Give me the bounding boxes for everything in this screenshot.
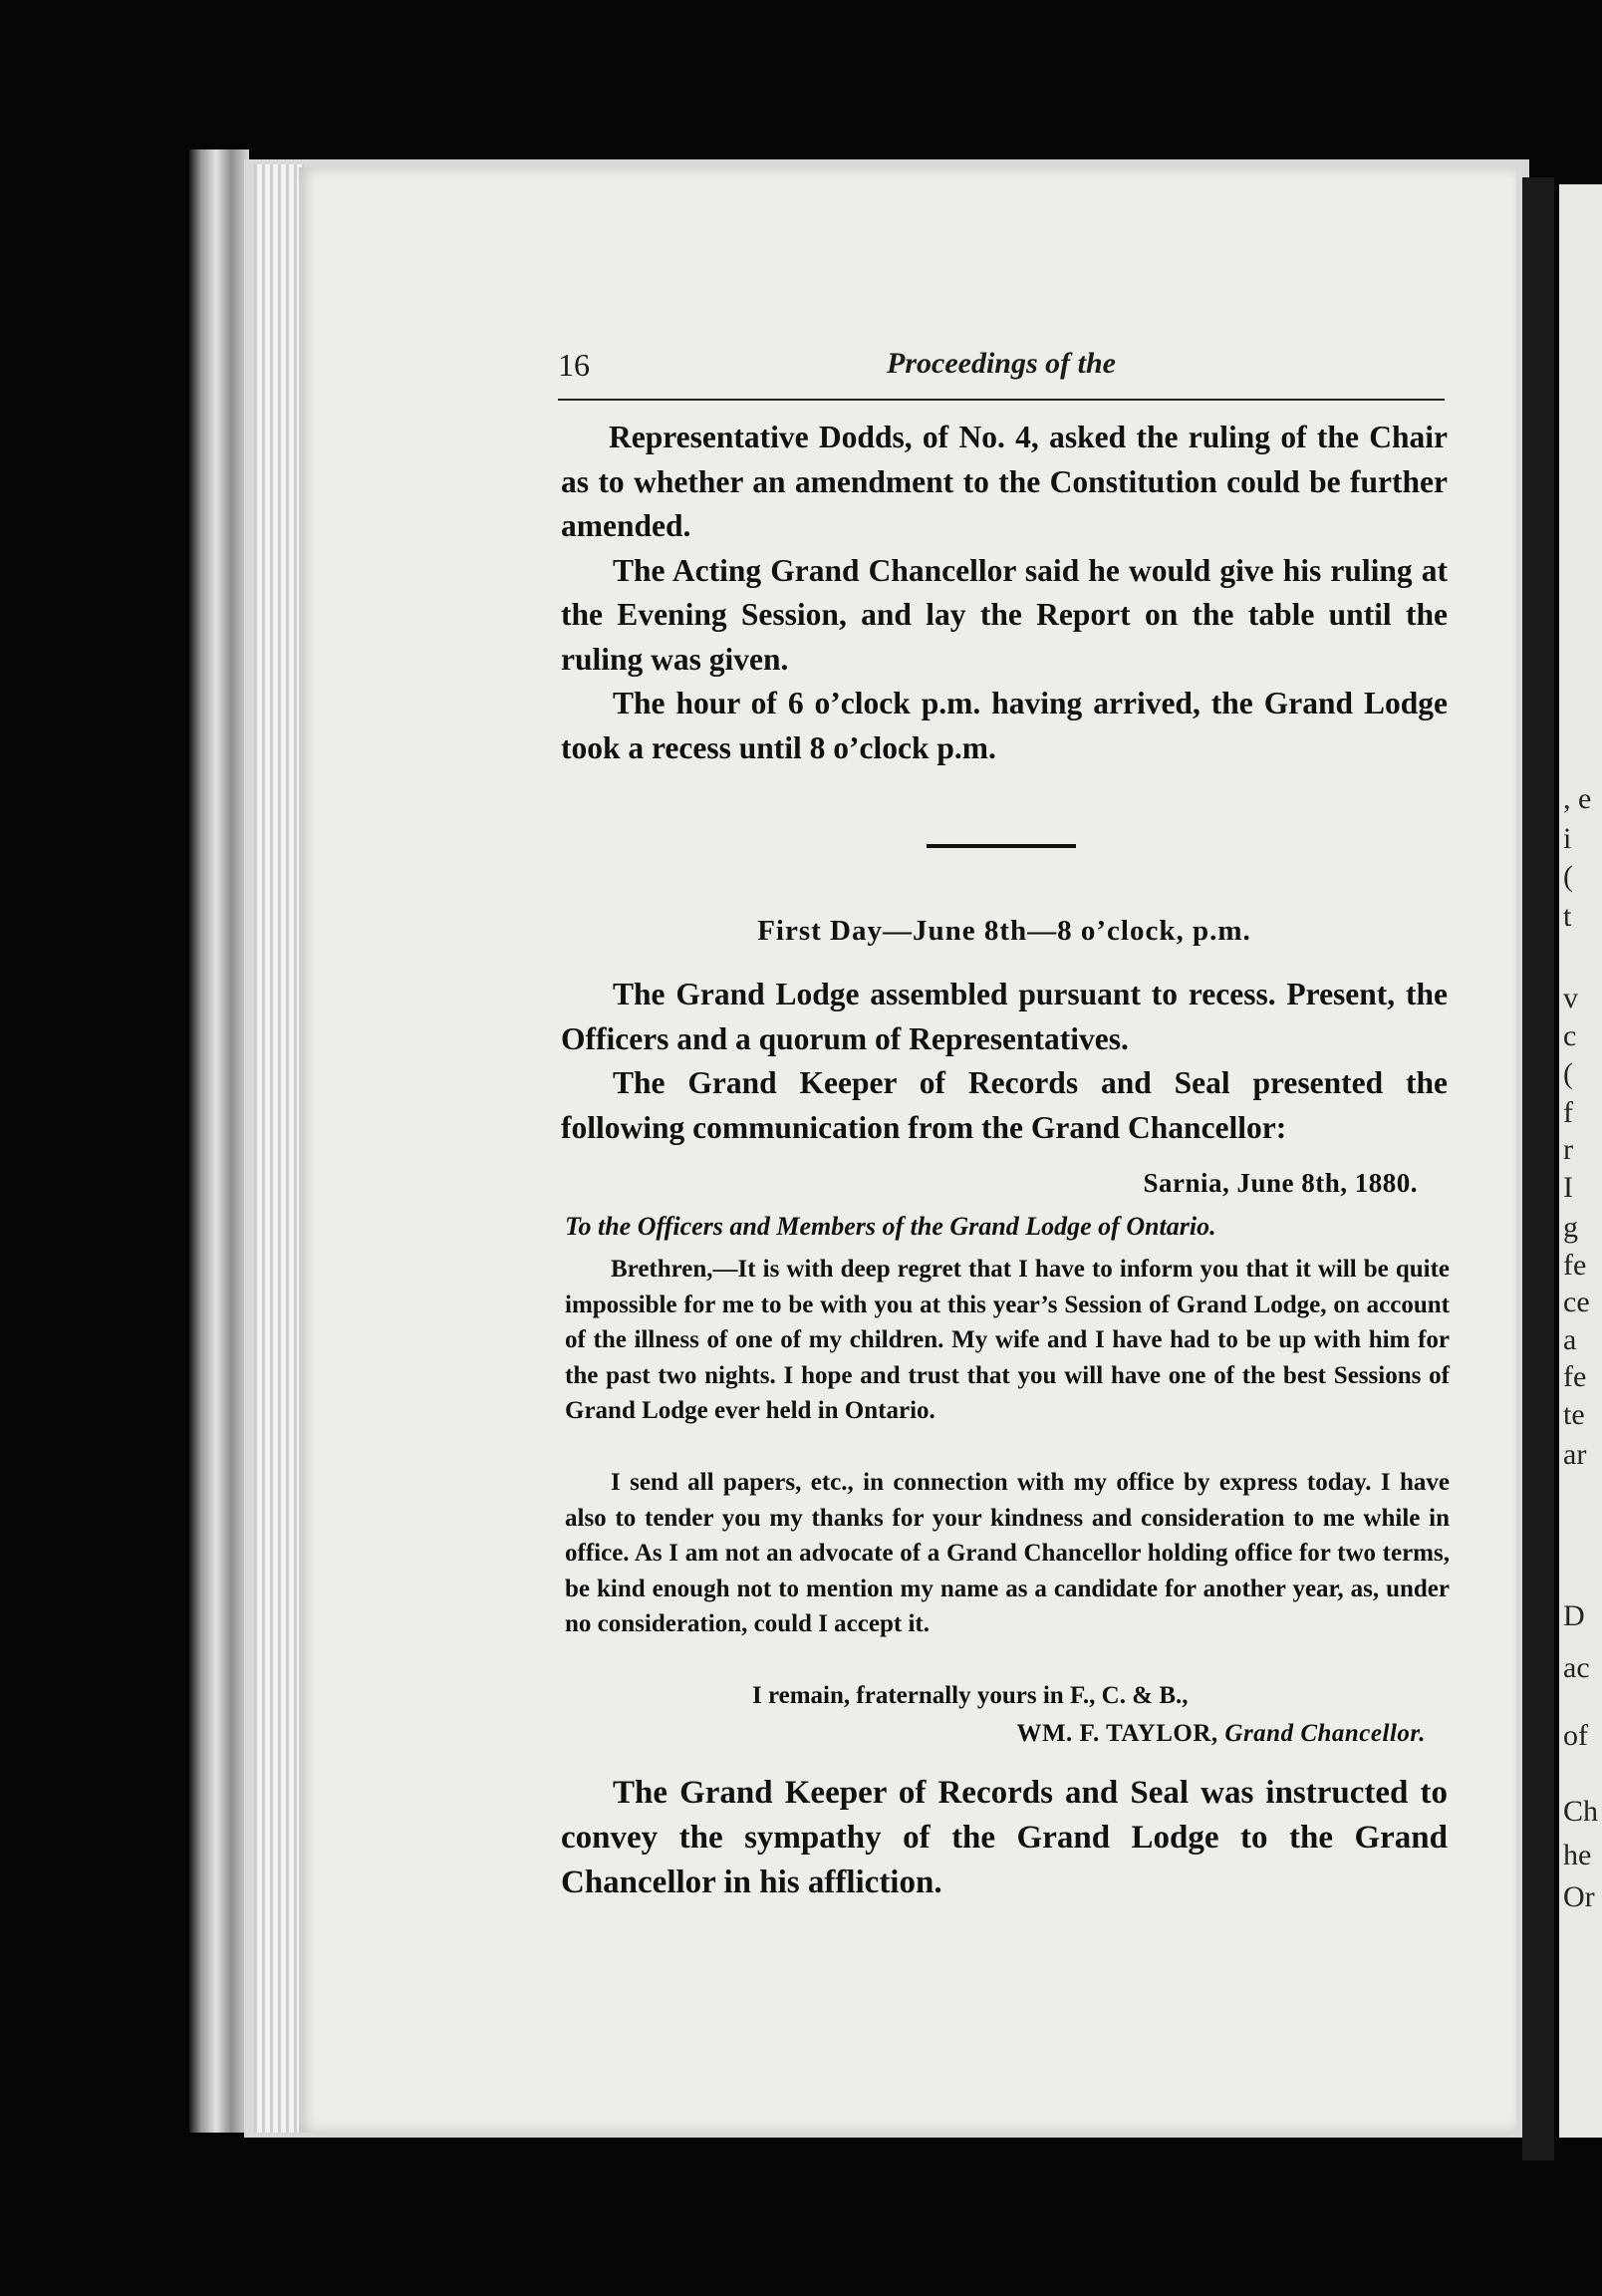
adjacent-fragment: ( bbox=[1563, 860, 1573, 893]
adjacent-fragment: g bbox=[1563, 1211, 1578, 1244]
letter-paragraph: I send all papers, etc., in connection with my office by express today. I have also to tender you my thanks for your kindness and consideration to me while in office. As I am not an advocate of a Grand Chancellor holding office for two terms, be kind enough not to mention my name as a candidate for another year, as, under no consideration, could I accept it. bbox=[565, 1469, 1450, 1637]
adjacent-fragment: of bbox=[1563, 1719, 1588, 1752]
adjacent-fragment: r bbox=[1563, 1133, 1573, 1166]
letter-body bbox=[565, 1252, 1450, 1429]
paragraph: The Grand Lodge assembled pursuant to recess. Present, the Officers and a quorum of Representatives. bbox=[561, 977, 1448, 1056]
paragraph: The Acting Grand Chancellor said he would give his ruling at the Evening Session, and lay the Report on the table until the ruling was given. bbox=[561, 552, 1448, 677]
paragraph: The Grand Keeper of Records and Seal presented the following communication from the Grand Chancellor: bbox=[561, 1065, 1448, 1145]
letter-address: To the Officers and Members of the Grand Lodge of Ontario. bbox=[565, 1212, 1216, 1241]
adjacent-fragment: D bbox=[1563, 1599, 1585, 1632]
signature-name: WM. F. TAYLOR, bbox=[1016, 1720, 1218, 1747]
page-edges bbox=[254, 164, 304, 2133]
adjacent-fragment: fe bbox=[1563, 1360, 1587, 1393]
closing-paragraph bbox=[561, 1771, 1448, 1905]
adjacent-fragment: v bbox=[1563, 982, 1578, 1014]
adjacent-fragment: ar bbox=[1563, 1438, 1587, 1471]
adjacent-fragment: I bbox=[1563, 1171, 1573, 1204]
opening-paragraphs bbox=[561, 416, 1448, 770]
letter-body bbox=[565, 1465, 1450, 1642]
paragraph: Representative Dodds, of No. 4, asked the ruling of the Chair as to whether an amendment to the Constitution could be further amended. bbox=[561, 420, 1448, 543]
page-gutter-shadow bbox=[1522, 177, 1554, 2160]
session-paragraphs bbox=[561, 973, 1448, 1150]
adjacent-fragment: ( bbox=[1563, 1057, 1573, 1090]
adjacent-fragment: a bbox=[1563, 1323, 1577, 1356]
letter-paragraph: Brethren,—It is with deep regret that I have to inform you that it will be quite impossible for me to be with you at this year’s Session of Grand Lodge, on account of the illness of one of my children. My wife and I have had to be up with him for the past two nights. I hope and trust that you will have one of the best Sessions of Grand Lodge ever held in Ontario. bbox=[565, 1256, 1450, 1424]
header-rule bbox=[558, 399, 1445, 401]
letter-dateline: Sarnia, June 8th, 1880. bbox=[1143, 1168, 1418, 1198]
adjacent-fragment: , e bbox=[1563, 782, 1592, 815]
paragraph: The Grand Keeper of Records and Seal was instructed to convey the sympathy of the Grand Lodge to the Grand Chancellor in his affliction. bbox=[561, 1775, 1448, 1900]
running-title: Proceedings of the bbox=[887, 347, 1116, 380]
adjacent-fragment: fe bbox=[1563, 1249, 1587, 1282]
adjacent-fragment: t bbox=[1563, 900, 1572, 933]
signature-title: Grand Chancellor. bbox=[1224, 1720, 1426, 1747]
section-divider bbox=[927, 844, 1076, 848]
section-heading: First Day—June 8th—8 o’clock, p.m. bbox=[757, 915, 1251, 947]
adjacent-fragment: c bbox=[1563, 1019, 1577, 1052]
adjacent-fragment: Or bbox=[1563, 1880, 1595, 1913]
letter-signature bbox=[561, 1720, 1426, 1748]
adjacent-fragment: ce bbox=[1563, 1286, 1590, 1318]
adjacent-fragment: f bbox=[1563, 1096, 1573, 1129]
book-spine-edge bbox=[189, 149, 249, 2133]
adjacent-fragment: i bbox=[1563, 822, 1572, 855]
paragraph: The hour of 6 o’clock p.m. having arrived, the Grand Lodge took a recess until 8 o’clock p.m. bbox=[561, 686, 1448, 765]
adjacent-fragment: ac bbox=[1563, 1651, 1590, 1684]
adjacent-fragment: te bbox=[1563, 1398, 1585, 1431]
page-number: 16 bbox=[558, 347, 590, 383]
letter-closing: I remain, fraternally yours in F., C. & B., bbox=[752, 1682, 1189, 1709]
adjacent-fragment: Ch bbox=[1563, 1795, 1599, 1828]
adjacent-fragment: he bbox=[1563, 1839, 1592, 1871]
running-header bbox=[558, 347, 1445, 395]
adjacent-page bbox=[1559, 184, 1602, 2138]
